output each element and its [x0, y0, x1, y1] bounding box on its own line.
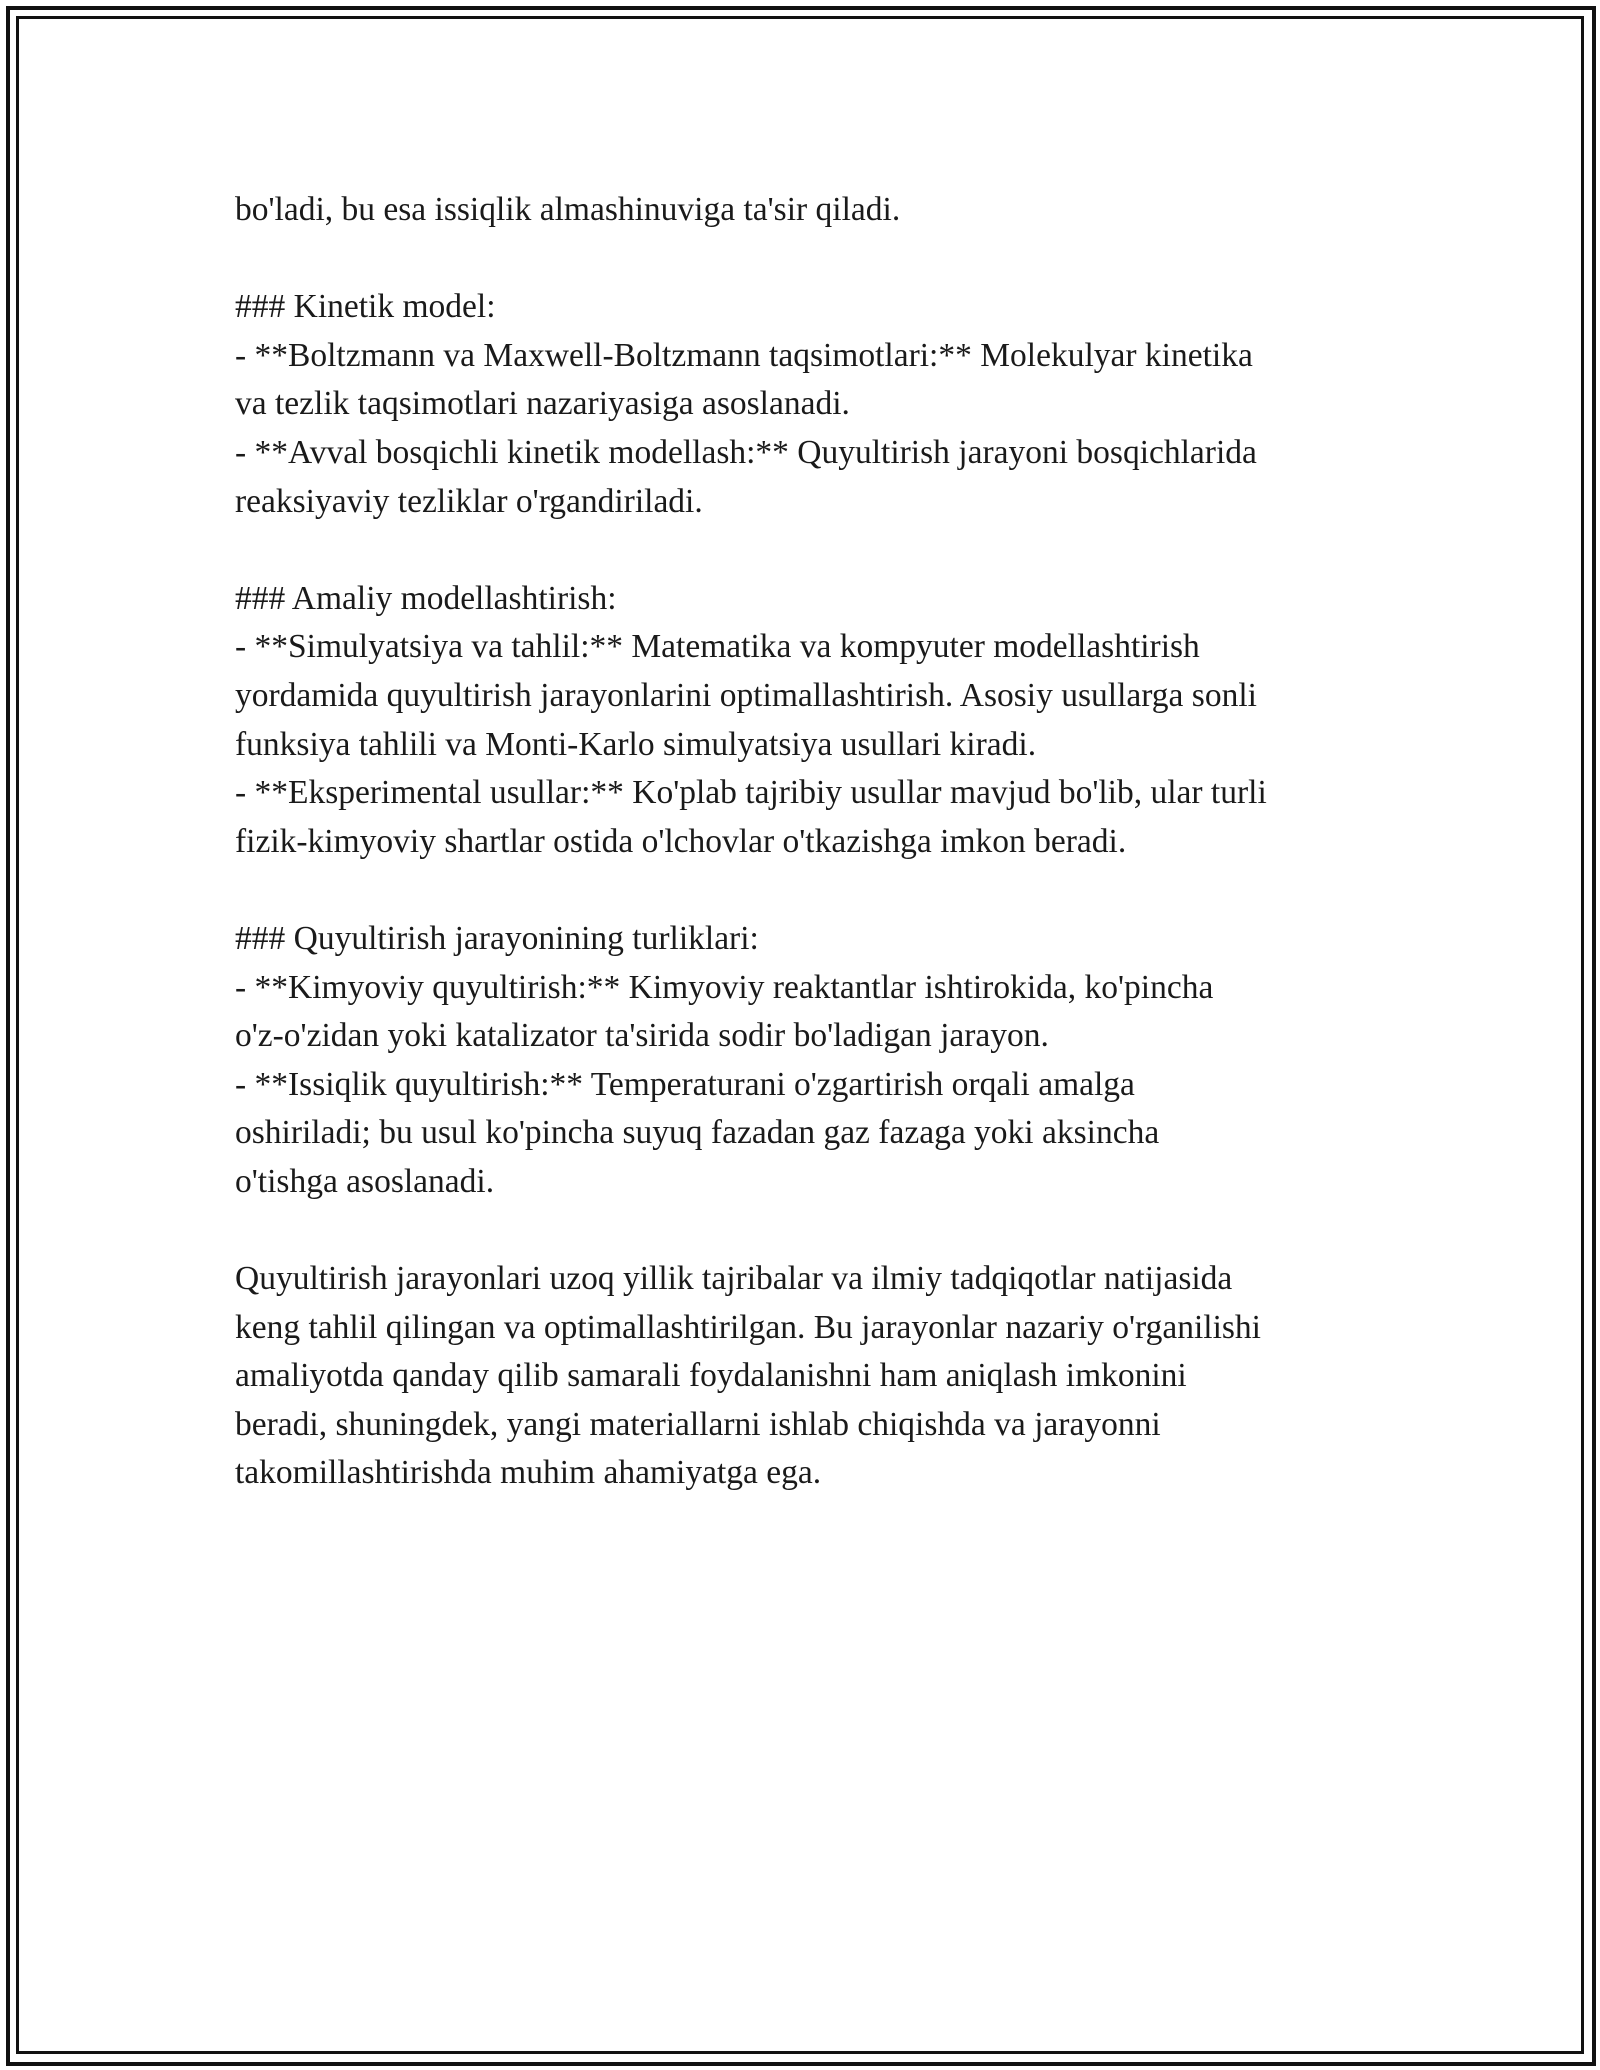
text-line: keng tahlil qilingan va optimallashtirilgan. Bu jarayonlar nazariy o'rganilishi: [235, 1308, 1261, 1346]
text-line: o'z-o'zidan yoki katalizator ta'sirida sodir bo'ladigan jarayon.: [235, 1017, 1049, 1055]
text-line: bo'ladi, bu esa issiqlik almashinuviga ta'sir qiladi.: [235, 191, 901, 228]
blank-line: [235, 1206, 1415, 1255]
text-line: - **Boltzmann va Maxwell-Boltzmann taqsimotlari:** Molekulyar kinetika: [235, 336, 1253, 374]
text-line: oshiriladi; bu usul ko'pincha suyuq fazadan gaz fazaga yoki aksincha: [235, 1114, 1160, 1152]
blank-line: [235, 526, 1415, 575]
text-line: beradi, shuningdek, yangi materiallarni ishlab chiqishda va jarayonni: [235, 1405, 1161, 1443]
text-line: yordamida quyultirish jarayonlarini optimallashtirish. Asosiy usullarga sonli: [235, 676, 1257, 714]
section-heading-amaliy-modellashtirish: ### Amaliy modellashtirish:: [235, 579, 617, 617]
text-line: - **Kimyoviy quyultirish:** Kimyoviy reaktantlar ishtirokida, ko'pincha: [235, 968, 1214, 1006]
text-line: takomillashtirishda muhim ahamiyatga ega.: [235, 1454, 822, 1492]
document-body: [235, 186, 1415, 1498]
section-heading-kinetik-model: ### Kinetik model:: [235, 288, 496, 326]
text-line: funksiya tahlili va Monti-Karlo simulyatsiya usullari kiradi.: [235, 725, 1037, 763]
text-line: amaliyotda qanday qilib samarali foydalanishni ham aniqlash imkonini: [235, 1357, 1187, 1395]
blank-line: [235, 235, 1415, 284]
text-line: o'tishga asoslanadi.: [235, 1162, 495, 1200]
blank-line: [235, 866, 1415, 915]
text-line: fizik-kimyoviy shartlar ostida o'lchovlar o'tkazishga imkon beradi.: [235, 822, 1127, 860]
text-line: reaksiyaviy tezliklar o'rgandiriladi.: [235, 482, 703, 520]
text-line: - **Eksperimental usullar:** Ko'plab tajribiy usullar mavjud bo'lib, ular turli: [235, 774, 1267, 812]
text-line: - **Simulyatsiya va tahlil:** Matematika va kompyuter modellashtirish: [235, 628, 1200, 666]
text-line: - **Avval bosqichli kinetik modellash:** Quyultirish jarayoni bosqichlarida: [235, 433, 1257, 471]
section-heading-quyultirish-turliklari: ### Quyultirish jarayonining turliklari:: [235, 919, 759, 957]
text-line: - **Issiqlik quyultirish:** Temperaturani o'zgartirish orqali amalga: [235, 1065, 1135, 1103]
text-line: Quyultirish jarayonlari uzoq yillik tajribalar va ilmiy tadqiqotlar natijasida: [235, 1260, 1233, 1298]
text-line: va tezlik taqsimotlari nazariyasiga asoslanadi.: [235, 385, 850, 423]
